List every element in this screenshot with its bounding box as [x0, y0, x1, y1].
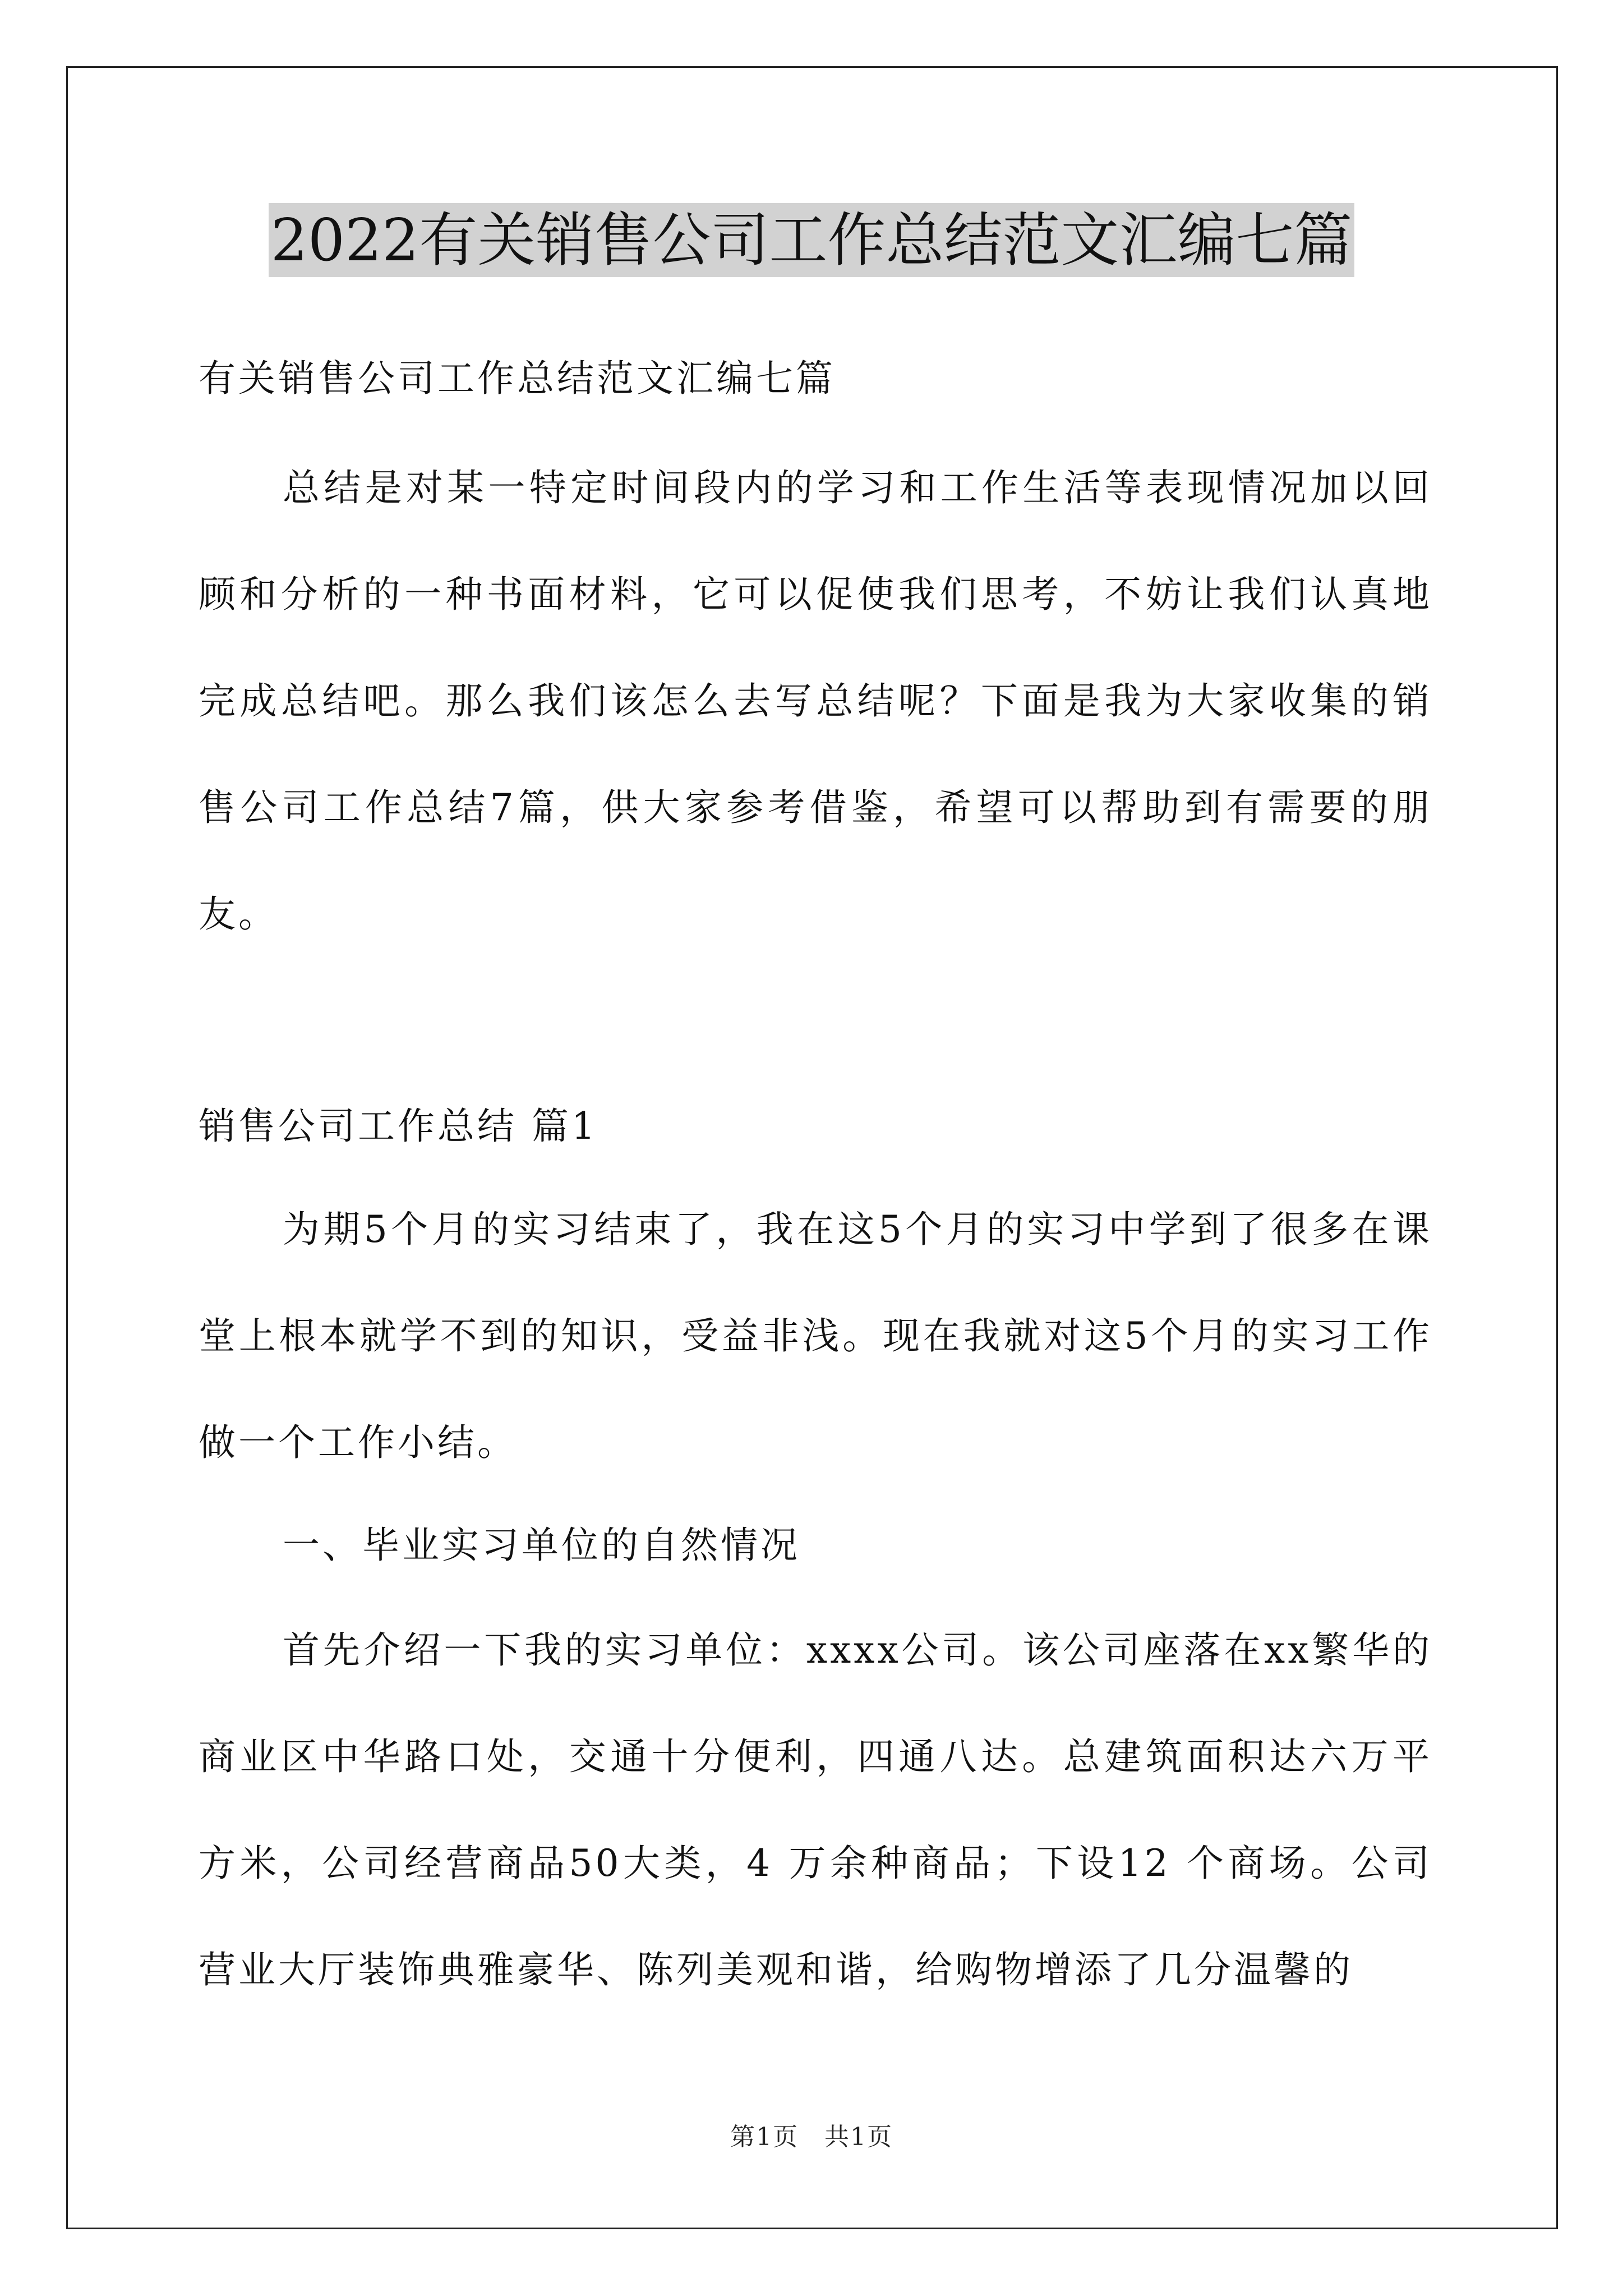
body-paragraph-2: 首先介绍一下我的实习单位：xxxx公司。该公司座落在xx繁华的商业区中华路口处，交通十分便利，四通八达。总建筑面积达六万平方米，公司经营商品50大类，4 万余种商品；下设12 个商场。公司营业大厅装饰典雅豪华、陈列美观和谐，给购物增添了几分温馨的 [199, 1628, 1432, 1991]
document-title: 2022有关销售公司工作总结范文汇编七篇 [269, 203, 1355, 277]
page-footer: 第1页 共1页 [730, 2123, 893, 2151]
subheading-1: 一、毕业实习单位的自然情况 [283, 1524, 800, 1567]
section-heading: 销售公司工作总结 篇1 [199, 1105, 598, 1148]
document-subtitle: 有关销售公司工作总结范文汇编七篇 [199, 357, 836, 400]
body-paragraph-1: 为期5个月的实习结束了，我在这5个月的实习中学到了很多在课堂上根本就学不到的知识，受益非浅。现在我就对这5个月的实习工作做一个工作小结。 [199, 1208, 1432, 1464]
intro-paragraph: 总结是对某一特定时间段内的学习和工作生活等表现情况加以回顾和分析的一种书面材料，它可以促使我们思考，不妨让我们认真地完成总结吧。那么我们该怎么去写总结呢？下面是我为大家收集的销售公司工作总结7篇，供大家参考借鉴，希望可以帮助到有需要的朋友。 [199, 466, 1432, 936]
title-container [0, 203, 1623, 277]
